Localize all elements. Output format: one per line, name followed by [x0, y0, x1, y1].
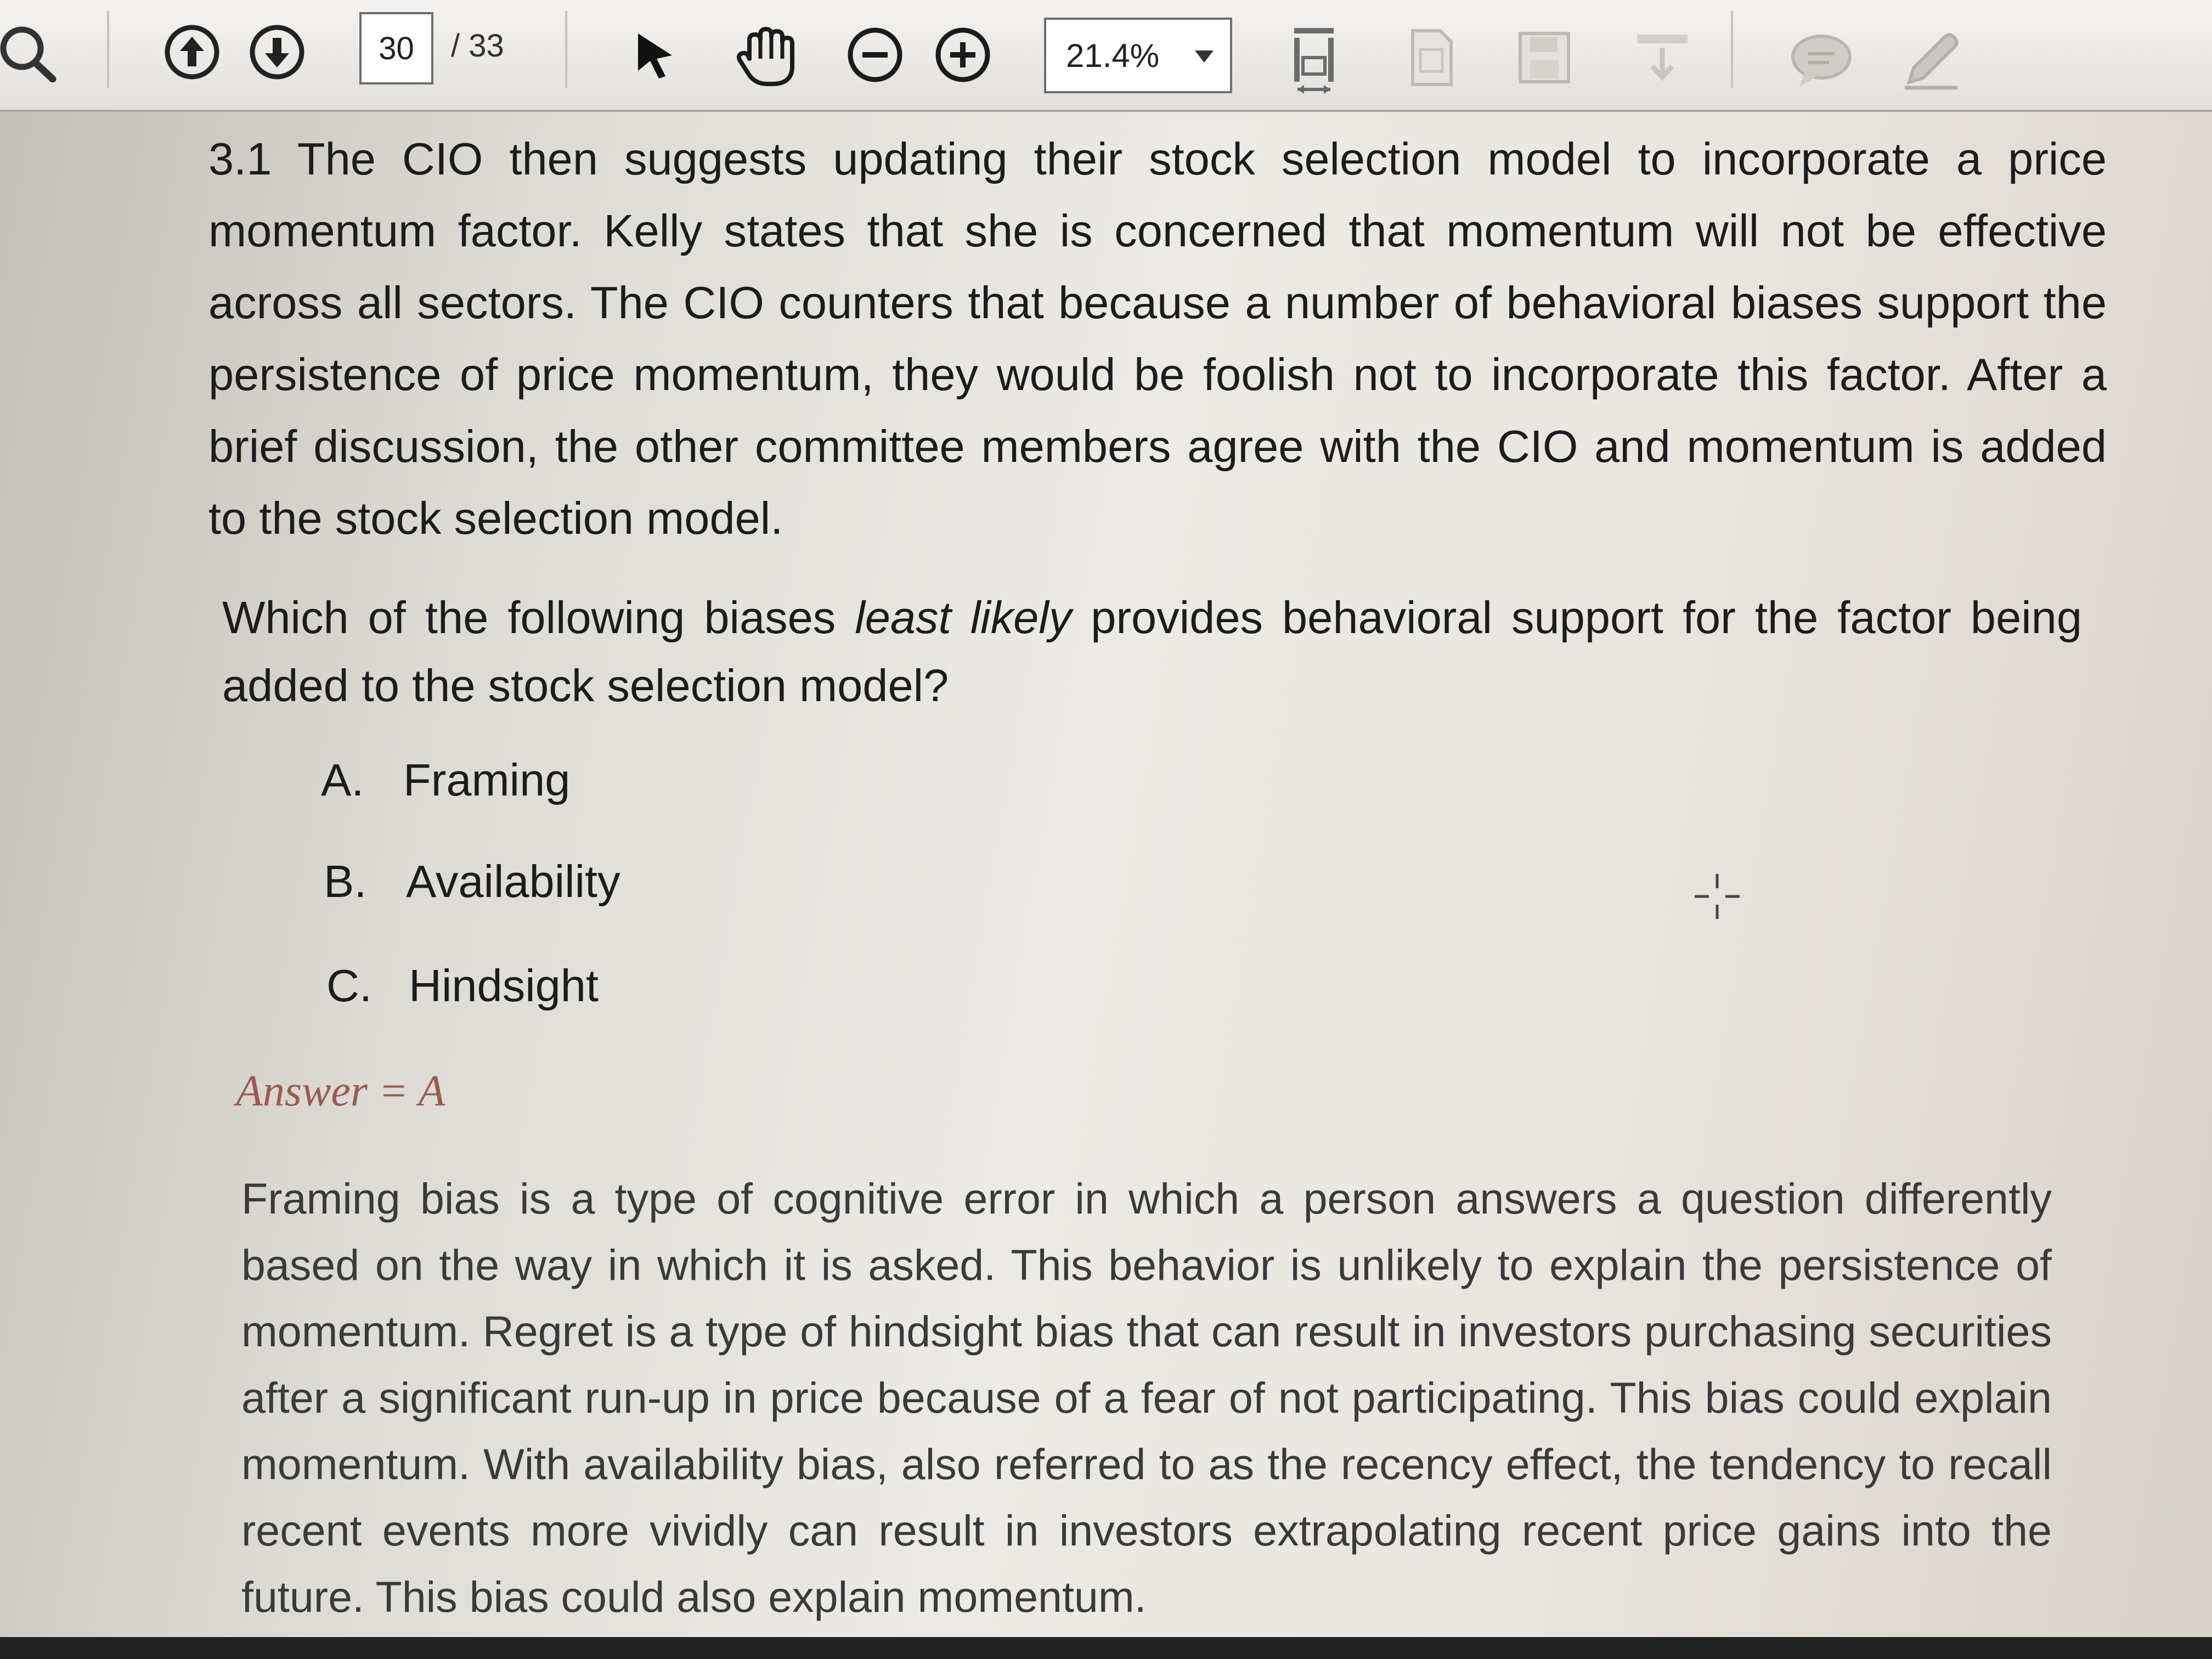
pdf-toolbar — [0, 0, 2212, 112]
chevron-down-icon[interactable] — [1195, 50, 1214, 63]
page-number-input[interactable]: 30 — [359, 12, 433, 84]
option-letter: B. — [324, 856, 367, 907]
question-text-start: Which of the following biases — [222, 592, 855, 643]
previous-page-icon[interactable] — [162, 22, 222, 82]
option-text: Framing — [403, 754, 571, 805]
question-emphasis: least likely — [855, 592, 1072, 643]
toolbar-divider — [565, 11, 567, 88]
question-text-end: provides behavioral support for the factor being added to the stock selection model? — [222, 592, 2083, 711]
zoom-out-icon[interactable] — [845, 25, 905, 85]
export-icon[interactable] — [1404, 27, 1459, 88]
option-c — [326, 960, 599, 1012]
answer-explanation: Framing bias is a type of cognitive error in which a person answers a question differently based on the way in which it is asked. This behavior is unlikely to explain the persistence of momentum. Regret is a type of hindsight bias that can result in investors purchasing securities after a significant run-up in price because of a fear of not participating. This bias could explain momentum. With availability bias, also referred to as the recency effect, the tendency to recall recent events more vividly can result in investors extrapolating recent price gains into the future. This bias could also explain momentum. — [241, 1174, 2052, 1621]
hand-tool-icon[interactable] — [732, 22, 801, 91]
crosshair-cursor-icon — [1692, 872, 1742, 924]
question-prompt — [222, 584, 2082, 720]
document-page — [0, 112, 2212, 1637]
download-icon[interactable] — [1632, 27, 1692, 88]
select-arrow-icon[interactable] — [625, 27, 680, 82]
screen-bottom-edge — [0, 1637, 2212, 1659]
fit-width-icon[interactable] — [1284, 25, 1344, 96]
page-total-label: / 33 — [451, 28, 504, 64]
toolbar-divider — [1731, 11, 1733, 88]
option-a — [321, 754, 570, 806]
zoom-level-select[interactable]: 21.4% — [1044, 18, 1232, 93]
comment-icon[interactable] — [1788, 30, 1854, 91]
option-text: Hindsight — [409, 960, 599, 1011]
toolbar-divider — [107, 11, 109, 88]
search-icon[interactable] — [0, 22, 60, 82]
option-b — [324, 855, 620, 908]
next-page-icon[interactable] — [247, 22, 307, 82]
question-stem: 3.1 The CIO then suggests updating their stock selection model to incorporate a price momentum factor. Kelly states that she is concerned that momentum will not be effective across all sectors. The CIO counters that because a number of behavioral biases support the persistence of price momentum, they would be foolish not to incorporate this factor. After a brief discussion, the other committee members agree with the CIO and momentum is added to the stock selection model. — [208, 133, 2107, 544]
answer-label: Answer = A — [236, 1067, 445, 1115]
pen-icon[interactable] — [1898, 27, 1964, 93]
save-icon[interactable] — [1514, 27, 1575, 88]
option-letter: C. — [326, 960, 372, 1011]
option-text: Availability — [406, 856, 620, 907]
zoom-in-icon[interactable] — [933, 25, 993, 85]
option-letter: A. — [321, 754, 364, 805]
